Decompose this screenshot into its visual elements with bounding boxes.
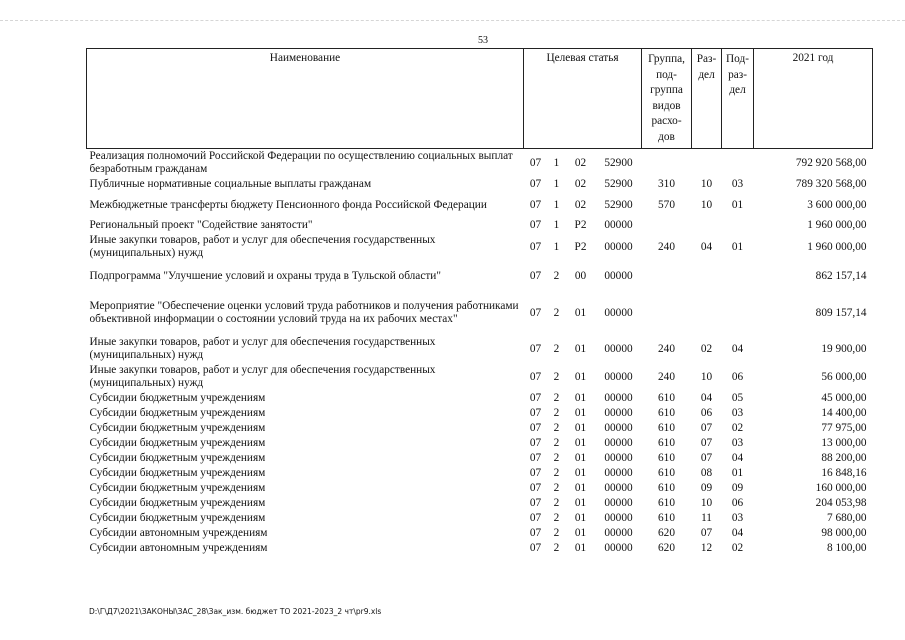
target-subprogram: 2	[553, 452, 560, 464]
subsection: 03	[731, 178, 744, 190]
target-code: 00000	[604, 219, 633, 231]
expense-group: 240	[658, 240, 675, 253]
table-row	[87, 218, 873, 233]
target-direction: P2	[574, 219, 587, 231]
target-program: 07	[529, 219, 542, 231]
table-row	[87, 511, 873, 526]
target-direction: 01	[574, 342, 587, 355]
row-name: Иные закупки товаров, работ и услуг для обеспечения государственных (муниципальных) нужд	[89, 234, 436, 259]
target-code: 00000	[604, 512, 633, 524]
row-name: Субсидии бюджетным учреждениям	[89, 392, 266, 404]
row-name: Субсидии бюджетным учреждениям	[89, 452, 266, 464]
section	[692, 291, 722, 335]
row-name: Субсидии бюджетным учреждениям	[89, 467, 266, 479]
expense-group: 620	[658, 527, 675, 539]
expense-group	[642, 149, 692, 178]
section: 11	[701, 512, 712, 524]
table-row	[87, 363, 873, 391]
section: 10	[700, 370, 713, 383]
amount-2021: 792 920 568,00	[795, 156, 867, 169]
table-row	[87, 261, 873, 291]
expense-group: 240	[658, 342, 675, 355]
target-code: 00000	[604, 269, 633, 282]
target-code: 00000	[604, 497, 633, 509]
amount-2021: 98 000,00	[821, 527, 867, 539]
amount-2021: 56 000,00	[821, 370, 867, 383]
section: 12	[700, 542, 713, 554]
target-code: 00000	[604, 392, 633, 404]
expense-group: 620	[658, 542, 675, 554]
subsection	[722, 261, 754, 291]
subsection: 09	[731, 482, 744, 494]
amount-2021: 77 975,00	[821, 422, 867, 434]
row-name: Субсидии бюджетным учреждениям	[89, 437, 266, 449]
target-code: 00000	[604, 422, 633, 434]
target-direction: 01	[574, 527, 587, 539]
target-subprogram: 2	[553, 407, 560, 419]
table-row	[87, 177, 873, 192]
target-direction: 01	[574, 512, 587, 524]
expense-group: 610	[658, 512, 675, 524]
row-name: Мероприятие "Обеспечение оценки условий труда работников и получения работниками объективной информации о состоянии условий труда на их рабочих местах"	[89, 300, 519, 325]
target-subprogram: 2	[553, 482, 560, 494]
expense-group: 610	[658, 422, 675, 434]
target-program: 07	[529, 240, 542, 253]
target-direction: 01	[574, 306, 587, 319]
row-name: Субсидии бюджетным учреждениям	[89, 512, 266, 524]
amount-2021: 789 320 568,00	[795, 178, 867, 190]
target-subprogram: 1	[553, 156, 560, 169]
target-code: 00000	[604, 306, 633, 319]
section	[692, 218, 722, 233]
target-subprogram: 1	[553, 240, 560, 253]
subsection: 03	[731, 407, 744, 419]
subsection: 01	[731, 467, 744, 479]
target-code: 00000	[604, 527, 633, 539]
target-subprogram: 1	[553, 219, 560, 231]
table-row	[87, 335, 873, 363]
header-target-article: Целевая статья	[524, 49, 642, 149]
amount-2021: 1 960 000,00	[807, 219, 867, 231]
section: 10	[700, 198, 713, 211]
amount-2021: 3 600 000,00	[807, 198, 867, 211]
table-row	[87, 496, 873, 511]
expense-group	[642, 291, 692, 335]
row-name: Региональный проект "Содействие занятости"	[89, 219, 313, 231]
target-subprogram: 2	[553, 437, 560, 449]
target-direction: 02	[574, 178, 587, 190]
target-direction: 01	[574, 370, 587, 383]
header-subsection: Под- раз- дел	[722, 49, 754, 149]
subsection	[722, 149, 754, 178]
subsection	[722, 291, 754, 335]
row-name: Иные закупки товаров, работ и услуг для обеспечения государственных (муниципальных) нужд	[89, 364, 436, 389]
row-name: Субсидии бюджетным учреждениям	[89, 407, 266, 419]
target-program: 07	[529, 342, 542, 355]
amount-2021: 862 157,14	[815, 269, 867, 282]
target-subprogram: 2	[553, 512, 560, 524]
amount-2021: 13 000,00	[821, 437, 867, 449]
subsection: 01	[731, 198, 744, 211]
target-program: 07	[529, 512, 542, 524]
table-row	[87, 451, 873, 466]
target-subprogram: 2	[553, 497, 560, 509]
amount-2021: 19 900,00	[821, 342, 867, 355]
target-code: 00000	[604, 482, 633, 494]
section: 10	[700, 497, 713, 509]
expense-group: 610	[658, 452, 675, 464]
subsection: 03	[731, 437, 744, 449]
subsection: 06	[731, 497, 744, 509]
target-code: 00000	[604, 370, 633, 383]
table-body	[87, 149, 873, 557]
target-direction: 01	[574, 392, 587, 404]
section: 07	[700, 527, 713, 539]
row-name: Субсидии бюджетным учреждениям	[89, 422, 266, 434]
target-subprogram: 2	[553, 467, 560, 479]
target-direction: 01	[574, 497, 587, 509]
header-expense-group: Группа, под- группа видов расхо- дов	[642, 49, 692, 149]
expense-group	[642, 261, 692, 291]
target-program: 07	[529, 198, 542, 211]
table-row	[87, 436, 873, 451]
section	[692, 149, 722, 178]
table-row	[87, 541, 873, 556]
target-program: 07	[529, 467, 542, 479]
target-code: 00000	[604, 240, 633, 253]
target-program: 07	[529, 497, 542, 509]
target-direction: 01	[574, 542, 587, 554]
amount-2021: 160 000,00	[815, 482, 867, 494]
target-subprogram: 2	[553, 392, 560, 404]
target-program: 07	[529, 437, 542, 449]
target-direction: 01	[574, 467, 587, 479]
target-direction: 00	[574, 269, 587, 282]
row-name: Субсидии автономным учреждениям	[89, 527, 268, 539]
expense-group	[642, 218, 692, 233]
page-number: 53	[478, 35, 488, 46]
row-name: Межбюджетные трансферты бюджету Пенсионного фонда Российской Федерации	[89, 198, 487, 211]
header-year: 2021 год	[754, 49, 873, 149]
table-row	[87, 406, 873, 421]
target-subprogram: 2	[553, 542, 560, 554]
subsection: 03	[731, 512, 744, 524]
section	[692, 261, 722, 291]
subsection: 02	[731, 422, 744, 434]
section: 07	[700, 452, 713, 464]
table-row	[87, 466, 873, 481]
target-subprogram: 2	[553, 527, 560, 539]
target-code: 00000	[604, 342, 633, 355]
section: 07	[700, 437, 713, 449]
subsection: 01	[731, 240, 744, 253]
expense-group: 610	[658, 437, 675, 449]
target-direction: 01	[574, 482, 587, 494]
expense-group: 610	[658, 467, 675, 479]
target-subprogram: 2	[553, 342, 560, 355]
section: 08	[700, 467, 713, 479]
row-name: Субсидии автономным учреждениям	[89, 542, 268, 554]
target-code: 00000	[604, 437, 633, 449]
subsection: 04	[731, 527, 744, 539]
section: 09	[700, 482, 713, 494]
target-program: 07	[529, 269, 542, 282]
target-subprogram: 2	[553, 269, 560, 282]
subsection: 04	[731, 342, 744, 355]
target-program: 07	[529, 542, 542, 554]
amount-2021: 45 000,00	[821, 392, 867, 404]
table-row	[87, 149, 873, 178]
target-direction: 01	[574, 407, 587, 419]
target-program: 07	[529, 156, 542, 169]
target-subprogram: 1	[553, 178, 560, 190]
amount-2021: 88 200,00	[821, 452, 867, 464]
target-code: 52900	[604, 156, 633, 169]
expense-group: 310	[658, 178, 675, 190]
target-code: 52900	[604, 198, 633, 211]
target-direction: 01	[574, 437, 587, 449]
target-subprogram: 2	[553, 306, 560, 319]
amount-2021: 8 100,00	[826, 542, 867, 554]
table-row	[87, 233, 873, 261]
expense-group: 610	[658, 407, 675, 419]
scan-artifact-line	[0, 20, 905, 23]
target-program: 07	[529, 306, 542, 319]
target-direction: P2	[574, 240, 587, 253]
target-subprogram: 1	[553, 198, 560, 211]
row-name: Субсидии бюджетным учреждениям	[89, 497, 266, 509]
row-name: Иные закупки товаров, работ и услуг для обеспечения государственных (муниципальных) нужд	[89, 336, 436, 361]
amount-2021: 14 400,00	[821, 407, 867, 419]
expense-group: 570	[658, 198, 675, 211]
target-subprogram: 2	[553, 422, 560, 434]
target-code: 00000	[604, 407, 633, 419]
amount-2021: 16 848,16	[821, 467, 867, 479]
amount-2021: 7 680,00	[826, 512, 867, 524]
subsection: 02	[731, 542, 744, 554]
target-direction: 02	[574, 198, 587, 211]
subsection: 06	[731, 370, 744, 383]
target-direction: 01	[574, 452, 587, 464]
section: 02	[700, 342, 713, 355]
expense-group: 610	[658, 482, 675, 494]
target-program: 07	[529, 178, 542, 190]
target-subprogram: 2	[553, 370, 560, 383]
subsection	[722, 218, 754, 233]
section: 04	[700, 240, 713, 253]
header-name: Наименование	[87, 49, 524, 149]
target-direction: 02	[574, 156, 587, 169]
section: 10	[700, 178, 713, 190]
subsection: 04	[731, 452, 744, 464]
section: 06	[700, 407, 713, 419]
budget-table	[86, 48, 873, 556]
amount-2021: 204 053,98	[815, 497, 867, 509]
target-code: 00000	[604, 542, 633, 554]
target-program: 07	[529, 452, 542, 464]
footer-file-path: D:\Г\Д7\2021\ЗАКОНЫ\ЗАС_28\Зак_изм. бюджет ТО 2021-2023_2 чт\pr9.xls	[89, 607, 382, 616]
target-program: 07	[529, 370, 542, 383]
row-name: Публичные нормативные социальные выплаты гражданам	[89, 178, 372, 190]
target-program: 07	[529, 407, 542, 419]
target-program: 07	[529, 527, 542, 539]
target-program: 07	[529, 392, 542, 404]
table-row	[87, 526, 873, 541]
expense-group: 610	[658, 497, 675, 509]
section: 04	[700, 392, 713, 404]
target-code: 00000	[604, 467, 633, 479]
expense-group: 610	[658, 392, 675, 404]
target-code: 00000	[604, 452, 633, 464]
amount-2021: 1 960 000,00	[807, 240, 867, 253]
table-header-row	[87, 49, 873, 149]
amount-2021: 809 157,14	[815, 306, 867, 319]
expense-group: 240	[658, 370, 675, 383]
target-program: 07	[529, 422, 542, 434]
subsection: 05	[731, 392, 744, 404]
table-row	[87, 421, 873, 436]
table-row	[87, 192, 873, 218]
target-code: 52900	[604, 178, 633, 190]
header-section: Раз- дел	[692, 49, 722, 149]
target-direction: 01	[574, 422, 587, 434]
table-row	[87, 291, 873, 335]
row-name: Реализация полномочий Российской Федерации по осуществлению социальных выплат безработным гражданам	[89, 150, 513, 175]
row-name: Подпрограмма "Улучшение условий и охраны труда в Тульской области"	[89, 269, 441, 282]
table-row	[87, 391, 873, 406]
row-name: Субсидии бюджетным учреждениям	[89, 482, 266, 494]
target-program: 07	[529, 482, 542, 494]
section: 07	[700, 422, 713, 434]
table-row	[87, 481, 873, 496]
